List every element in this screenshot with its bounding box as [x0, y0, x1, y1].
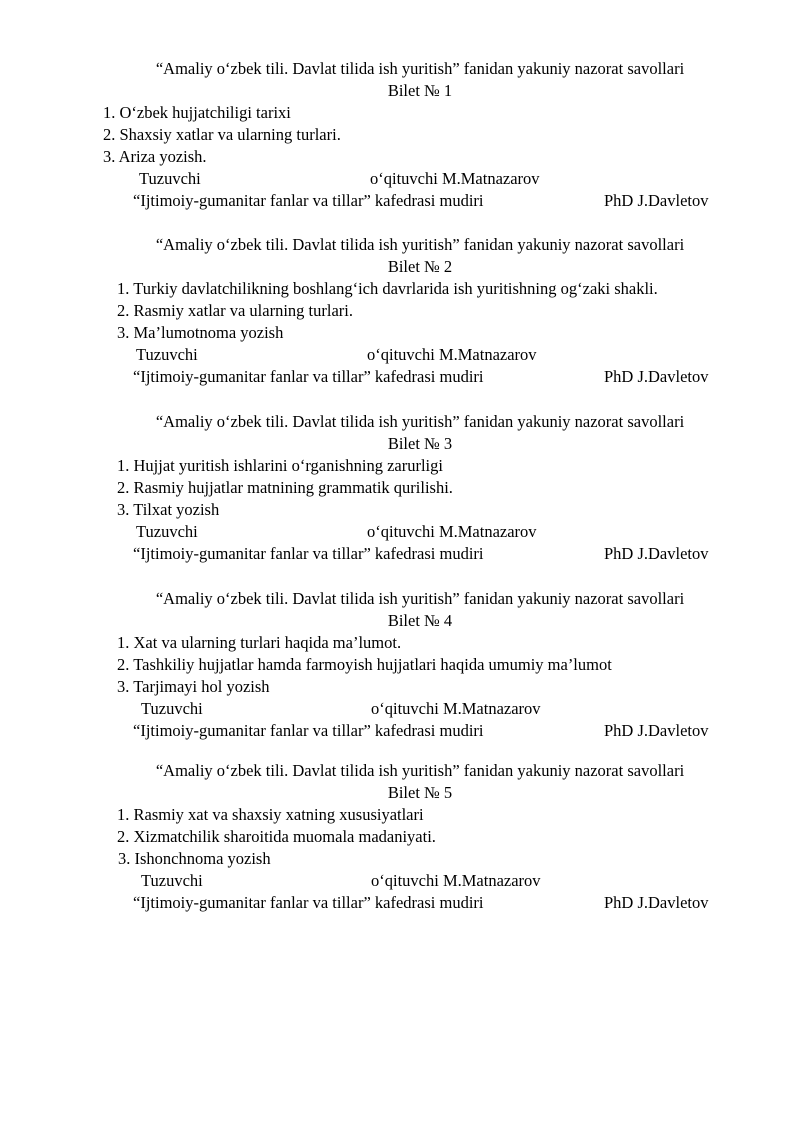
department-head-name: PhD J.Davletov [604, 721, 709, 740]
department-head-name: PhD J.Davletov [604, 191, 709, 210]
author-name: o‘qituvchi M.Matnazarov [367, 345, 537, 364]
department-head-label: “Ijtimoiy-gumanitar fanlar va tillar” kafedrasi mudiri [133, 893, 484, 912]
ticket-number: Bilet № 1 [387, 81, 453, 100]
ticket-title: “Amaliy o‘zbek tili. Davlat tilida ish yuritish” fanidan yakuniy nazorat savollari [155, 589, 685, 608]
ticket-number: Bilet № 4 [387, 611, 453, 630]
question-1: 1. Hujjat yuritish ishlarini o‘rganishning zarurligi [117, 456, 443, 475]
department-head-name: PhD J.Davletov [604, 367, 709, 386]
author-name: o‘qituvchi M.Matnazarov [367, 522, 537, 541]
question-3: 3. Ariza yozish. [103, 147, 207, 166]
author-label: Tuzuvchi [136, 522, 198, 541]
question-2: 2. Shaxsiy xatlar va ularning turlari. [103, 125, 341, 144]
ticket-number: Bilet № 3 [387, 434, 453, 453]
ticket-title: “Amaliy o‘zbek tili. Davlat tilida ish yuritish” fanidan yakuniy nazorat savollari [155, 412, 685, 431]
ticket-number: Bilet № 2 [387, 257, 453, 276]
question-2: 2. Rasmiy hujjatlar matnining grammatik qurilishi. [117, 478, 453, 497]
department-head-name: PhD J.Davletov [604, 893, 709, 912]
author-label: Tuzuvchi [139, 169, 201, 188]
ticket-number: Bilet № 5 [387, 783, 453, 802]
department-head-name: PhD J.Davletov [604, 544, 709, 563]
question-3: 3. Ishonchnoma yozish [118, 849, 271, 868]
question-1: 1. Rasmiy xat va shaxsiy xatning xususiyatlari [117, 805, 424, 824]
department-head-label: “Ijtimoiy-gumanitar fanlar va tillar” kafedrasi mudiri [133, 191, 484, 210]
author-label: Tuzuvchi [141, 871, 203, 890]
question-1: 1. Xat va ularning turlari haqida ma’lumot. [117, 633, 402, 652]
author-label: Tuzuvchi [136, 345, 198, 364]
question-3: 3. Tilxat yozish [117, 500, 220, 519]
question-2: 2. Tashkiliy hujjatlar hamda farmoyish hujjatlari haqida umumiy ma’lumot [117, 655, 612, 674]
author-name: o‘qituvchi M.Matnazarov [371, 871, 541, 890]
department-head-label: “Ijtimoiy-gumanitar fanlar va tillar” kafedrasi mudiri [133, 367, 484, 386]
ticket-title: “Amaliy o‘zbek tili. Davlat tilida ish yuritish” fanidan yakuniy nazorat savollari [155, 761, 685, 780]
question-3: 3. Tarjimayi hol yozish [117, 677, 270, 696]
question-1: 1. Turkiy davlatchilikning boshlang‘ich davrlarida ish yuritishning og‘zaki shakli. [117, 279, 658, 298]
ticket-title: “Amaliy o‘zbek tili. Davlat tilida ish yuritish” fanidan yakuniy nazorat savollari [155, 59, 685, 78]
author-label: Tuzuvchi [141, 699, 203, 718]
author-name: o‘qituvchi M.Matnazarov [371, 699, 541, 718]
question-2: 2. Xizmatchilik sharoitida muomala madaniyati. [117, 827, 436, 846]
question-3: 3. Ma’lumotnoma yozish [117, 323, 284, 342]
ticket-title: “Amaliy o‘zbek tili. Davlat tilida ish yuritish” fanidan yakuniy nazorat savollari [155, 235, 685, 254]
question-2: 2. Rasmiy xatlar va ularning turlari. [117, 301, 353, 320]
question-1: 1. O‘zbek hujjatchiligi tarixi [103, 103, 291, 122]
department-head-label: “Ijtimoiy-gumanitar fanlar va tillar” kafedrasi mudiri [133, 721, 484, 740]
department-head-label: “Ijtimoiy-gumanitar fanlar va tillar” kafedrasi mudiri [133, 544, 484, 563]
author-name: o‘qituvchi M.Matnazarov [370, 169, 540, 188]
